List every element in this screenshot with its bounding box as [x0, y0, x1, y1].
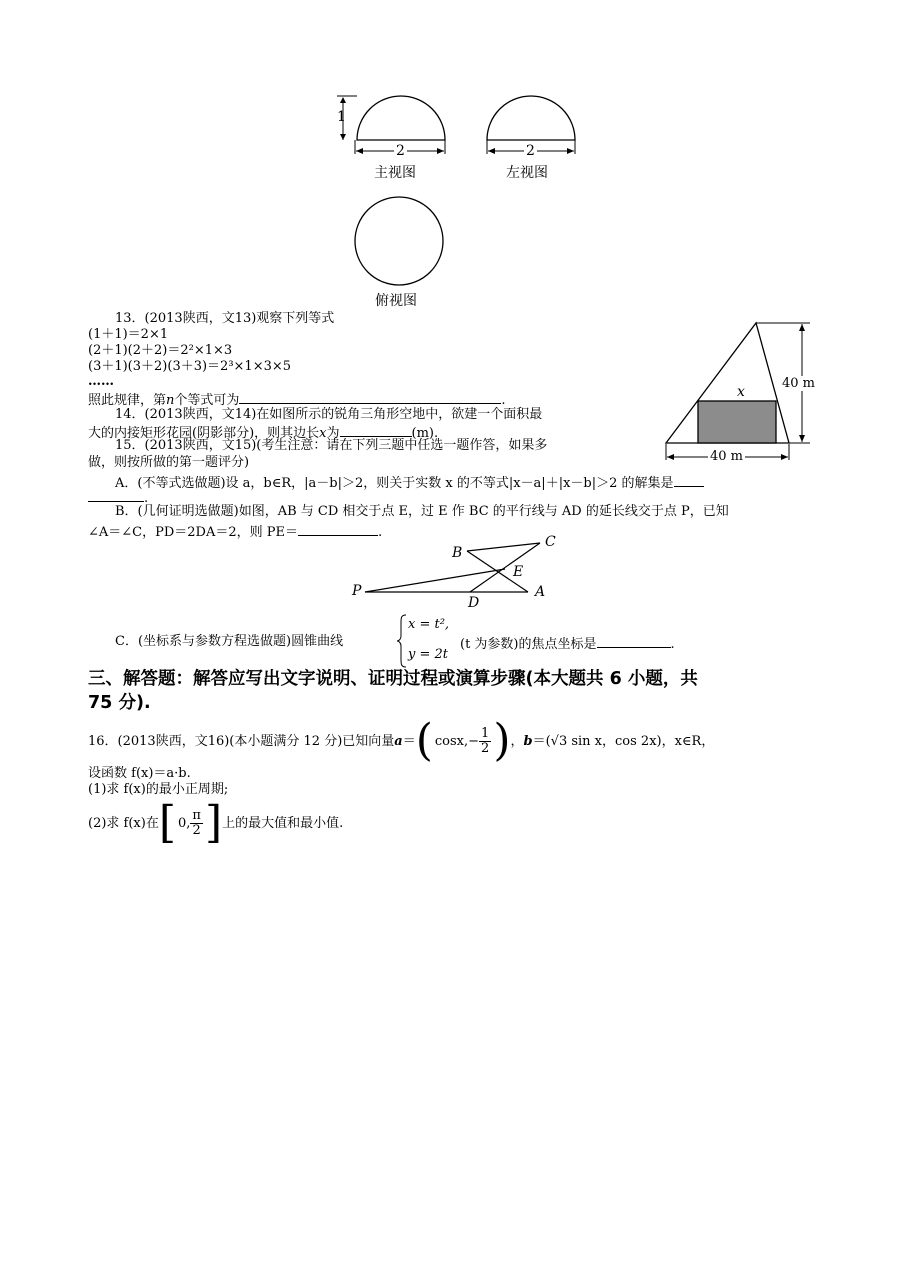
label-A: A: [535, 584, 546, 600]
label-C: C: [545, 534, 556, 550]
q15-b-line2: [88, 523, 382, 539]
q15-line2: 做，则按所做的第一题评分): [88, 455, 250, 470]
q15-a-end: .: [144, 491, 149, 506]
q13-ask-pre: 照此规律，第: [88, 393, 167, 408]
front-width-label: 2: [396, 143, 405, 159]
q14-line1: 14．(2013陕西，文14)在如图所示的锐角三角形空地中，欲建一个面积最: [115, 407, 543, 422]
q16-b-text: ＝(√3 sin x，cos 2x)，x∈R，: [532, 733, 715, 749]
q13-n: n: [166, 393, 175, 408]
triangle-base-label: 40 m: [710, 449, 744, 464]
q15-c-blank[interactable]: [597, 635, 671, 648]
q15-c-eq1: x = t²,: [408, 617, 450, 632]
q16-interval-numerator: π: [192, 807, 201, 823]
top-view-caption: 俯视图: [375, 293, 417, 309]
q15-a-text: A．(不等式选做题)设 a，b∈R，|a－b|＞2，则关于实数 x 的不等式|x－a|＋|x－b|＞2 的解集是: [115, 476, 674, 491]
q16-interval-denominator: 2: [192, 822, 201, 838]
inscribed-rectangle: [698, 401, 776, 443]
q13-intro: 13．(2013陕西，文13)观察下列等式: [115, 311, 335, 326]
q15-a-blank-2[interactable]: [88, 489, 144, 502]
q15-b-line1: B．(几何证明选做题)如图，AB 与 CD 相交于点 E，过 E 作 BC 的平行线与 AD 的延长线交于点 P，已知: [115, 504, 729, 519]
q15-c-pre: C．(坐标系与参数方程选做题)圆锥曲线: [115, 634, 344, 649]
q15-c-post-text: (t 为参数)的焦点坐标是: [460, 637, 597, 652]
q13-question: [88, 391, 506, 407]
label-D: D: [468, 595, 480, 611]
q15-c-end: .: [670, 637, 675, 652]
q16-eq: ＝: [402, 733, 416, 749]
section3-title-line2: 75 分).: [88, 693, 151, 713]
q16-a-symbol: a: [394, 733, 403, 749]
q13-line1: (1＋1)＝2×1: [88, 327, 169, 342]
q14-line2-mid: 为: [326, 426, 340, 441]
q15-b-line2-pre: ∠A＝∠C，PD＝2DA＝2，则 PE＝: [88, 525, 299, 540]
section3-title-line1: 三、解答题：解答应写出文字说明、证明过程或演算步骤(本大题共 6 小题，共: [88, 669, 698, 689]
q16-part2: (2)求 f(x)在 [ 0, $\frac{\pi}{2}$ ] 上的最大值和最小值.: [88, 797, 344, 848]
q16-b-symbol: b: [523, 733, 533, 749]
q13-dots: ……: [88, 374, 114, 389]
q13-line2: (2＋1)(2＋2)＝2²×1×3: [88, 343, 233, 358]
q16-a-numerator: 1: [481, 725, 490, 741]
q15-a-continued: [88, 489, 148, 505]
q15-c-post: [460, 635, 675, 651]
label-B: B: [452, 545, 463, 561]
side-width-label: 2: [526, 143, 535, 159]
q13-answer-blank[interactable]: [239, 391, 501, 404]
q13-ask-end: .: [501, 393, 506, 408]
q14-line2-pre: 大的内接矩形花园(阴影部分)，则其边长: [88, 426, 320, 441]
q15-a-blank-1[interactable]: [674, 474, 704, 487]
q16-part1: (1)求 f(x)的最小正周期;: [88, 782, 229, 797]
q16-part2-pre: (2)求 f(x)在: [88, 815, 159, 831]
q16-a-first: cosx,−: [434, 733, 480, 749]
q15-c-eq2: y = 2t: [408, 647, 448, 662]
three-view-figure: [325, 88, 585, 313]
side-view-caption: 左视图: [506, 165, 548, 181]
q15-b-line2-end: .: [378, 525, 383, 540]
q16-a-denominator: 2: [481, 740, 490, 756]
left-brace: [396, 614, 408, 668]
q15-line1: 15．(2013陕西，文15)(考生注意：请在下列三题中任选一题作答，如果多: [115, 438, 548, 453]
label-P: P: [352, 583, 362, 599]
q13-ask-post: 个等式可为: [174, 393, 240, 408]
q16-line2: 设函数 f(x)＝a·b.: [88, 766, 191, 781]
q16-part2-post: 上的最大值和最小值.: [222, 815, 344, 831]
q16-comma: ，: [510, 733, 524, 749]
q16-interval-left: 0,: [178, 815, 191, 831]
q15-a: [115, 474, 704, 490]
q16-interval-fraction: [190, 809, 203, 837]
q14-x: x: [319, 426, 327, 441]
triangle-height-label: 40 m: [782, 376, 816, 391]
height-label: 1: [337, 109, 346, 125]
q15-b-blank[interactable]: [298, 523, 378, 536]
q16-a-fraction: [479, 727, 491, 755]
front-view-caption: 主视图: [374, 165, 416, 181]
q16-pre: 16．(2013陕西，文16)(本小题满分 12 分)已知向量: [88, 733, 395, 749]
q14-answer-blank[interactable]: [340, 424, 412, 437]
q13-line3: (3＋1)(3＋2)(3＋3)＝2³×1×3×5: [88, 359, 292, 374]
triangle-x-label: x: [737, 384, 745, 400]
label-E: E: [513, 564, 524, 580]
q16-line1: 16．(2013陕西，文16)(本小题满分 12 分)已知向量 a ＝ ( cosx,− $\frac{1}{2}$ ) ， b ＝(√3 sin x，cos 2x)，x∈R，: [88, 715, 715, 766]
q14-line2-end: (m).: [411, 426, 439, 441]
